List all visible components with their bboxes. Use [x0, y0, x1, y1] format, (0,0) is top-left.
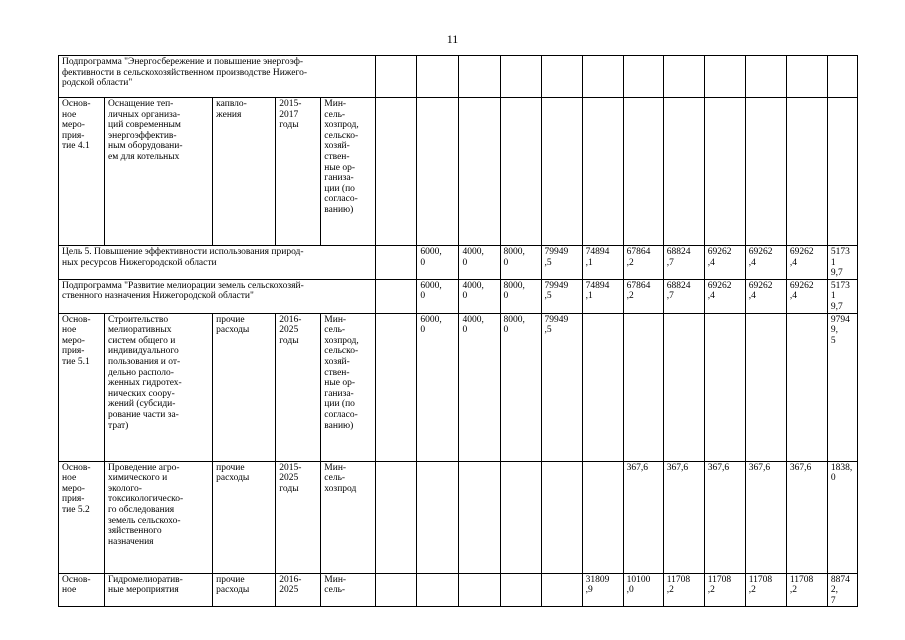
table-row [59, 279, 858, 313]
measure-5-2-value: 367,6 [623, 461, 663, 573]
measure-5-2-period: 2015- 2025 годы [276, 461, 321, 573]
measure-5-2-value [582, 461, 623, 573]
measure-4-1-expense-type: капвло- жения [213, 98, 276, 246]
goal-5-total: 51731 9,7 [827, 246, 857, 280]
goal-5-value: 69262 ,4 [704, 246, 745, 280]
measure-5-2-description: Проведение агро- химического и эколого- токсикологическо- го обследования земель сельскохо- зяйственного назначения [105, 461, 213, 573]
subprogram-5-value: 74894 ,1 [582, 279, 623, 313]
goal-5-value: 6000, 0 [417, 246, 459, 280]
table-row [59, 313, 858, 461]
measure-5-2-label: Основ- ное меро- прия- тие 5.2 [59, 461, 105, 573]
measure-5-3-value: 11708 ,2 [704, 573, 745, 607]
measure-5-2-value [500, 461, 541, 573]
subprogram-5-value: 68824 ,7 [663, 279, 704, 313]
measure-5-3-value: 31809 ,9 [582, 573, 623, 607]
goal-5-value: 74894 ,1 [582, 246, 623, 280]
measure-5-1-description: Строительство мелиоративных систем общего и индивидуального пользования и от- дельно располо- женных гидротех- нических соору- жений (субсиди- рование части за- трат) [105, 313, 213, 461]
measure-5-1-value [745, 313, 786, 461]
measure-5-1-value: 6000, 0 [417, 313, 459, 461]
subprogram-5-total: 51731 9,7 [827, 279, 857, 313]
measure-5-2-value: 367,6 [745, 461, 786, 573]
goal-5-value: 8000, 0 [500, 246, 541, 280]
subprogram-5-value: 67864 ,2 [623, 279, 663, 313]
table-row [59, 98, 858, 246]
measure-5-1-value [786, 313, 827, 461]
measure-4-1-period: 2015- 2017 годы [276, 98, 321, 246]
goal-5-value: 69262 ,4 [786, 246, 827, 280]
goal-5-value: 69262 ,4 [745, 246, 786, 280]
measure-5-3-value: 11708 ,2 [663, 573, 704, 607]
subprogram-4-title: Подпрограмма "Энергосбережение и повышение энергоэф- фективности в сельскохозяйственном производстве Нижего- родской области" [59, 56, 376, 98]
measure-4-1-description: Оснащение теп- личных организа- ций современным энергоэффектив- ным оборудовани- ем для котельных [105, 98, 213, 246]
goal-5-value: 4000, 0 [459, 246, 500, 280]
subprogram-5-value: 6000, 0 [417, 279, 459, 313]
measure-5-2-value: 367,6 [704, 461, 745, 573]
measure-5-1-period: 2016- 2025 годы [276, 313, 321, 461]
page-number: 11 [446, 32, 459, 46]
measure-5-2-value: 367,6 [663, 461, 704, 573]
measure-5-3-label: Основ- ное [59, 573, 105, 607]
measure-5-1-value: 79949 ,5 [541, 313, 582, 461]
measure-5-1-value [582, 313, 623, 461]
measure-5-3-description: Гидромелиоратив- ные мероприятия [105, 573, 213, 607]
measure-5-2-executor: Мин- сель- хозпрод [321, 461, 376, 573]
table-row [59, 573, 858, 607]
measure-5-1-executor: Мин- сель- хозпрод, сельско- хозяй- ствен- ные ор- ганиза- ции (по согласо- ванию) [321, 313, 376, 461]
measure-5-1-expense-type: прочие расходы [213, 313, 276, 461]
measure-5-3-total: 88742, 7 [827, 573, 857, 607]
measure-5-3-period: 2016- 2025 [276, 573, 321, 607]
goal-5-value: 67864 ,2 [623, 246, 663, 280]
measure-5-3-value [459, 573, 500, 607]
measure-5-1-total: 97949, 5 [827, 313, 857, 461]
table-row [59, 246, 858, 280]
measure-5-2-value [541, 461, 582, 573]
measure-5-3-value [541, 573, 582, 607]
goal-5-value: 79949 ,5 [541, 246, 582, 280]
goal-5-value: 68824 ,7 [663, 246, 704, 280]
subprogram-5-value: 8000, 0 [500, 279, 541, 313]
subprogram-5-value: 69262 ,4 [745, 279, 786, 313]
goal-5-title: Цель 5. Повышение эффективности использования природ- ных ресурсов Нижегородской области [59, 246, 376, 280]
measure-5-1-value [663, 313, 704, 461]
measure-5-2-value: 367,6 [786, 461, 827, 573]
measure-4-1-label: Основ- ное меро- прия- тие 4.1 [59, 98, 105, 246]
measure-5-2-total: 1838,0 [827, 461, 857, 573]
measure-5-2-expense-type: прочие расходы [213, 461, 276, 573]
measure-5-3-value [500, 573, 541, 607]
measure-5-1-value: 8000, 0 [500, 313, 541, 461]
measure-5-3-value: 11708 ,2 [745, 573, 786, 607]
measure-5-3-expense-type: прочие расходы [213, 573, 276, 607]
table-row [59, 56, 858, 98]
subprogram-5-value: 79949 ,5 [541, 279, 582, 313]
program-table [58, 55, 858, 607]
subprogram-5-value: 69262 ,4 [786, 279, 827, 313]
measure-5-3-executor: Мин- сель- [321, 573, 376, 607]
measure-5-3-value [417, 573, 459, 607]
measure-5-2-value [459, 461, 500, 573]
table-row [59, 461, 858, 573]
measure-5-3-value: 11708 ,2 [786, 573, 827, 607]
measure-5-1-value: 4000, 0 [459, 313, 500, 461]
subprogram-5-value: 4000, 0 [459, 279, 500, 313]
measure-5-1-value [623, 313, 663, 461]
subprogram-5-title: Подпрограмма "Развитие мелиорации земель сельскохозяй- ственного назначения Нижегородской области" [59, 279, 376, 313]
measure-5-1-value [704, 313, 745, 461]
subprogram-5-value: 69262 ,4 [704, 279, 745, 313]
measure-5-3-value: 10100 ,0 [623, 573, 663, 607]
measure-4-1-executor: Мин- сель- хозпрод, сельско- хозяй- ствен- ные ор- ганиза- ции (по согласо- ванию) [321, 98, 376, 246]
measure-5-2-value [417, 461, 459, 573]
measure-5-1-label: Основ- ное меро- прия- тие 5.1 [59, 313, 105, 461]
